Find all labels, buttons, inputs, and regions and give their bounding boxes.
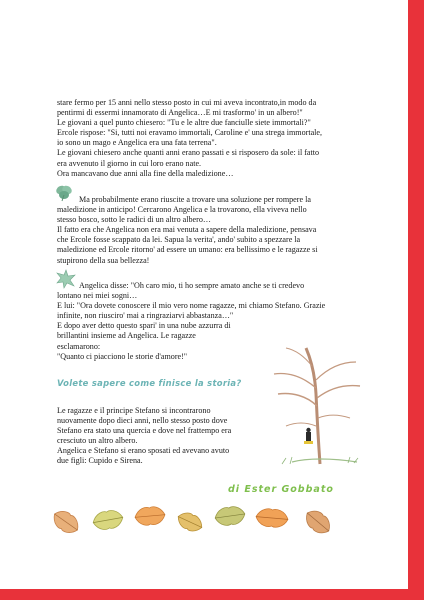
text-line: Angelica e Stefano si erano sposati ed avevano avuto <box>57 446 230 456</box>
text-line: due figli: Cupido e Sirena. <box>57 456 143 466</box>
leaf-decoration <box>134 506 165 526</box>
text-line: Stefano era stato una quercia e dove nel frattempo era <box>57 426 232 436</box>
text-line: stesso bosco, sotto le radici di un altro albero… <box>57 215 211 225</box>
story-question: Volete sapere come finisce la storia? <box>57 378 242 388</box>
leaf-decoration <box>49 507 82 538</box>
text-line: E dopo aver detto questo spari' in una nube azzurra di <box>57 321 231 331</box>
text-line: "Quanto ci piacciono le storie d'amore!" <box>57 351 188 361</box>
page-frame-right <box>408 0 424 600</box>
leaf-decoration <box>92 509 125 532</box>
text-line: nuovamente dopo dieci anni, nello stesso posto dove <box>57 416 228 426</box>
leaf-decoration <box>214 505 246 527</box>
text-line: Le giovani a quel punto chiesero: "Tu e le altre due fanciulle siete immortali?" <box>57 118 311 128</box>
text-line: esclamarono: <box>57 341 101 351</box>
text-line: Ora mancavano due anni alla fine della maledizione… <box>57 168 234 178</box>
text-line: brillantini insieme ad Angelica. Le ragazze <box>57 331 196 341</box>
text-line: Le ragazze e il principe Stefano si incontrarono <box>57 406 211 415</box>
text-line: cresciuto un altro albero. <box>57 436 138 446</box>
tree-illustration <box>262 336 372 466</box>
paragraph-1 <box>57 98 377 179</box>
text-line: infinite, non riusciro' mai a ringraziarvi abbastanza…" <box>57 311 234 321</box>
text-line: era avvenuto il giorno in cui loro erano nate. <box>57 158 202 168</box>
leaf-decoration <box>175 509 205 534</box>
text-line: maledizione ed Ercole ritorno' ad essere un umano: era bellissimo e le ragazze si <box>57 245 318 255</box>
leaf-decoration <box>255 508 288 528</box>
text-line: io sono un mago e Angelica era una fata terrena". <box>57 138 217 148</box>
text-line: Le giovani chiesero anche quanti anni erano passati e si risposero da sole: il fatto <box>57 148 320 158</box>
text-line: maledizione in anticipo! Cercarono Angelica e la trovarono, ella viveva nello <box>57 205 307 215</box>
text-line: stare fermo per 15 anni nello stesso posto in cui mi aveva incontrato,in modo da <box>57 98 317 107</box>
text-line: Il fatto era che Angelica non era mai venuta a sapere della maledizione, pensava <box>57 225 317 235</box>
paragraph-2 <box>57 195 377 266</box>
text-line: stupirono della sua bellezza! <box>57 255 150 265</box>
author-signature: di Ester Gobbato <box>228 484 334 495</box>
leaf-decoration <box>302 506 335 538</box>
autumn-leaves-border <box>48 500 358 544</box>
text-line: pentirmi di essermi innamorato di Angelica…E mi trasformo' in un albero!" <box>57 108 303 118</box>
text-line: Angelica disse: "Oh caro mio, ti ho sempre amato anche se ti credevo <box>79 281 305 290</box>
text-line: E lui: "Ora dovete conoscere il mio vero nome ragazze, mi chiamo Stefano. Grazie <box>57 301 326 311</box>
paragraph-4 <box>57 406 267 467</box>
text-line: Ercole rispose: "Si, tutti noi eravamo immortali, Caroline e' una strega immortale, <box>57 128 323 138</box>
text-line: lontano nei miei sogni… <box>57 291 138 301</box>
text-line: Ma probabilmente erano riuscite a trovare una soluzione per rompere la <box>79 195 311 204</box>
page-frame-bottom <box>0 589 424 600</box>
text-line: che Ercole fosse scappato da lei. Sapua la verita', ando' subito a spezzare la <box>57 235 301 245</box>
